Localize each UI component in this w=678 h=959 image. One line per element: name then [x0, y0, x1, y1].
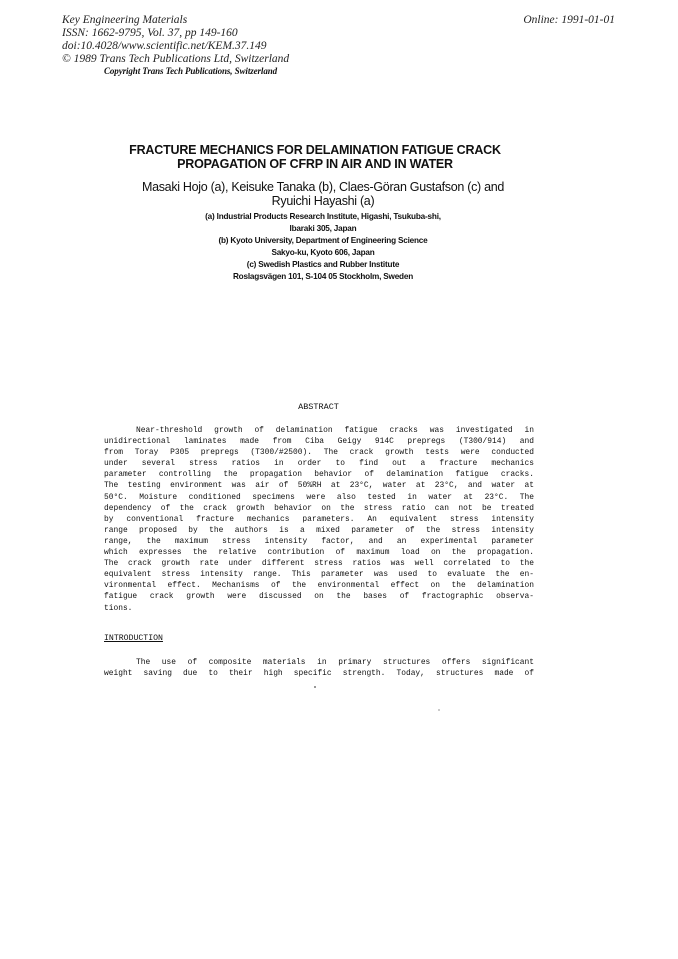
abstract-line: parameter controlling the propagation behavior of delamination fatigue cracks. — [104, 470, 534, 480]
introduction-line: weight saving due to their high specific strength. Today, structures made of — [104, 669, 534, 679]
affiliation-line: Sakyo-ku, Kyoto 606, Japan — [271, 248, 375, 257]
issn-line: ISSN: 1662-9795, Vol. 37, pp 149-160 — [62, 27, 238, 39]
abstract-line: range, the maximum stress intensity factor, and an experimental parameter — [104, 536, 534, 546]
affiliation-line: (b) Kyoto University, Department of Engineering Science — [218, 236, 428, 245]
affiliation-line: Ibaraki 305, Japan — [289, 224, 357, 233]
scan-speck — [438, 709, 440, 711]
copyright-notice: Copyright Trans Tech Publications, Switzerland — [104, 66, 278, 76]
abstract-line: equivalent stress intensity range. This parameter was used to evaluate the en- — [104, 570, 534, 580]
author-list — [100, 180, 546, 208]
journal-metadata — [62, 14, 289, 66]
affiliation-line: Roslagsvägen 101, S-104 05 Stockholm, Sweden — [232, 272, 414, 281]
doi-line: doi:10.4028/www.scientific.net/KEM.37.149 — [62, 40, 267, 52]
paper-title — [100, 143, 530, 171]
abstract-line: by conventional fracture mechanics parameters. An equivalent stress intensity — [104, 514, 534, 524]
abstract-line: vironmental effect. Mechanisms of the environmental effect on the delamination — [104, 581, 534, 591]
abstract-body — [104, 425, 534, 614]
abstract-line: range proposed by the authors is a mixed parameter of the stress intensity — [104, 525, 534, 535]
abstract-line: under several stress ratios in order to find out a fracture mechanics — [104, 459, 534, 469]
title-line: PROPAGATION OF CFRP IN AIR AND IN WATER — [177, 157, 453, 171]
affiliation-line: (a) Industrial Products Research Institute, Higashi, Tsukuba-shi, — [205, 212, 441, 221]
online-date: Online: 1991-01-01 — [523, 14, 615, 26]
abstract-heading: ABSTRACT — [298, 402, 339, 412]
journal-name: Key Engineering Materials — [62, 14, 188, 26]
affiliation-line: (c) Swedish Plastics and Rubber Institute — [246, 260, 400, 269]
abstract-line: tions. — [104, 603, 133, 613]
abstract-line: dependency of the crack growth behavior on the stress ratio can not be treated — [104, 503, 534, 513]
abstract-line: The testing environment was air of 50%RH at 23°C, water at 23°C, and water at — [104, 481, 534, 491]
affiliations — [100, 211, 546, 283]
abstract-line: which expresses the relative contribution of maximum load on the propagation. — [104, 548, 534, 558]
scan-speck — [314, 686, 316, 688]
abstract-line: The crack growth rate under different stress ratios was well correlated to the — [104, 559, 534, 569]
abstract-line: unidirectional laminates made from Ciba Geigy 914C prepregs (T300/914) and — [104, 437, 534, 447]
abstract-line: fatigue crack growth were discussed on the bases of fractographic observa- — [104, 592, 534, 602]
title-line: FRACTURE MECHANICS FOR DELAMINATION FATIGUE CRACK — [129, 143, 501, 157]
introduction-line: The use of composite materials in primary structures offers significant — [136, 658, 534, 667]
authors-line: Ryuichi Hayashi (a) — [271, 194, 375, 208]
abstract-line: from Toray P305 prepregs (T300/#2500). The crack growth tests were conducted — [104, 448, 534, 458]
authors-line: Masaki Hojo (a), Keisuke Tanaka (b), Claes-Göran Gustafson (c) and — [141, 180, 505, 194]
abstract-line: 50°C. Moisture conditioned specimens were also tested in water at 23°C. The — [104, 492, 534, 502]
publisher-line: © 1989 Trans Tech Publications Ltd, Switzerland — [62, 53, 290, 65]
introduction-body — [104, 657, 534, 679]
introduction-heading: INTRODUCTION — [104, 634, 163, 643]
abstract-line: Near-threshold growth of delamination fatigue cracks was investigated in — [136, 426, 534, 435]
